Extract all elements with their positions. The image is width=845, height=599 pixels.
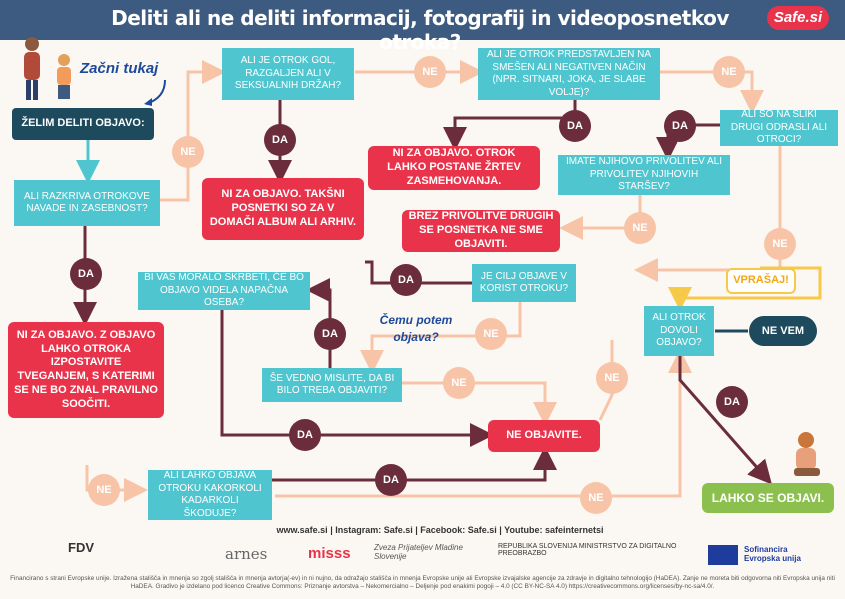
child-illustration xyxy=(786,430,826,480)
footer-disclaimer: Financirano s strani Evropske unije. Izražena stališča in mnenja so zgolj stališča in mnenja avtorja(-ev) in ni nujno, da odražajo stališča in mnenja Evropske unije ali Evropske izvajalske agencije za zdravje in digitalno tehnologijo (HaDEA). Zanje ne moreta biti odgovorna niti Evropska unija niti HaDEA. Gradivo je izdelano pod licenco Creative Commons: Priznanje avtorstva – Nekomercialno – Deljenje pod enakimi pogoji – 4.0 (CC BY-NC-SA 4.0) https://creativecommons.org/licenses/by-nc-sa/4.0/. xyxy=(10,575,835,590)
zpms-logo: Zveza Prijateljev Mladine Slovenije xyxy=(374,543,463,561)
question-benefit[interactable]: JE CILJ OBJAVE V KORIST OTROKU? xyxy=(472,264,576,302)
question-still-post[interactable]: ŠE VEDNO MISLITE, DA BI BILO TREBA OBJAVITI? xyxy=(262,368,402,402)
ask-node: VPRAŠAJ! xyxy=(726,268,796,294)
no-badge: NE xyxy=(414,56,446,88)
outcome-mockery: NI ZA OBJAVO. OTROK LAHKO POSTANE ŽRTEV ZASMEHOVANJA. xyxy=(368,146,540,190)
yes-badge: DA xyxy=(559,110,591,142)
no-badge: NE xyxy=(443,367,475,399)
dont-know-node: NE VEM xyxy=(749,316,817,346)
safe-si-logo[interactable]: Safe.si xyxy=(767,6,829,30)
outcome-do-not-post: NE OBJAVITE. xyxy=(488,420,600,452)
misss-logo: misss xyxy=(308,545,351,562)
outcome-home-album: NI ZA OBJAVO. TAKŠNI POSNETKI SO ZA V DOMAČI ALBUM ALI ARHIV. xyxy=(202,178,364,240)
no-badge: NE xyxy=(88,474,120,506)
question-privacy[interactable]: ALI RAZKRIVA OTROKOVE NAVADE IN ZASEBNOST? xyxy=(14,180,160,226)
yes-badge: DA xyxy=(70,258,102,290)
no-badge: NE xyxy=(596,362,628,394)
yes-badge: DA xyxy=(264,124,296,156)
ministry-logo: REPUBLIKA SLOVENIJA MINISTRSTVO ZA DIGITALNO PREOBRAZBO xyxy=(498,543,677,557)
yes-badge: DA xyxy=(390,264,422,296)
no-badge: NE xyxy=(172,136,204,168)
question-wrong-person[interactable]: BI VAS MORALO SKRBETI, ČE BO OBJAVO VIDELA NAPAČNA OSEBA? xyxy=(138,272,310,310)
start-label: Začni tukaj xyxy=(80,60,159,77)
why-post-label: Čemu potem objava? xyxy=(379,313,453,344)
arnes-logo: arnes xyxy=(225,545,268,563)
no-badge: NE xyxy=(580,482,612,514)
no-badge: NE xyxy=(624,212,656,244)
no-badge: NE xyxy=(475,318,507,350)
eu-flag-icon xyxy=(708,545,738,565)
yes-badge: DA xyxy=(289,419,321,451)
eu-cofinance-logo: Sofinancira Evropska unija xyxy=(744,545,801,563)
question-child-allows[interactable]: ALI OTROK DOVOLI OBJAVO? xyxy=(644,306,714,356)
parent-child-illustration xyxy=(12,32,82,104)
question-funny-negative[interactable]: ALI JE OTROK PREDSTAVLJEN NA SMEŠEN ALI NEGATIVEN NAČIN (NPR. SITNARI, JOKA, JE SLABE VOLJE)? xyxy=(478,48,660,100)
outcome-risks: NI ZA OBJAVO. Z OBJAVO LAHKO OTROKA IZPOSTAVITE TVEGANJEM, S KATERIMI SE NE BO ZNAL PRAVILNO SOOČITI. xyxy=(8,322,164,418)
footer-links[interactable]: www.safe.si | Instagram: Safe.si | Facebook: Safe.si | Youtube: safeinternetsi xyxy=(276,525,604,535)
question-nude[interactable]: ALI JE OTROK GOL, RAZGALJEN ALI V SEKSUALNIH DRŽAH? xyxy=(222,48,354,100)
page-title: Deliti ali ne deliti informacij, fotografij in videoposnetkov otroka? xyxy=(111,6,729,54)
no-badge: NE xyxy=(764,228,796,260)
question-harm[interactable]: ALI LAHKO OBJAVA OTROKU KAKORKOLI KADARKOLI ŠKODUJE? xyxy=(148,470,272,520)
yes-badge: DA xyxy=(375,464,407,496)
outcome-can-post: LAHKO SE OBJAVI. xyxy=(702,483,834,513)
start-node[interactable]: ŽELIM DELITI OBJAVO: xyxy=(12,108,154,140)
yes-badge: DA xyxy=(664,110,696,142)
question-other-people[interactable]: ALI SO NA SLIKI DRUGI ODRASLI ALI OTROCI? xyxy=(720,110,838,146)
yes-badge: DA xyxy=(314,318,346,350)
outcome-no-consent: BREZ PRIVOLITVE DRUGIH SE POSNETKA NE SME OBJAVITI. xyxy=(402,210,560,252)
yes-badge: DA xyxy=(716,386,748,418)
curved-arrow-icon xyxy=(140,78,170,108)
no-badge: NE xyxy=(713,56,745,88)
question-consent[interactable]: IMATE NJIHOVO PRIVOLITEV ALI PRIVOLITEV NJIHOVIH STARŠEV? xyxy=(558,155,730,195)
fdv-logo: FDV xyxy=(68,540,94,555)
